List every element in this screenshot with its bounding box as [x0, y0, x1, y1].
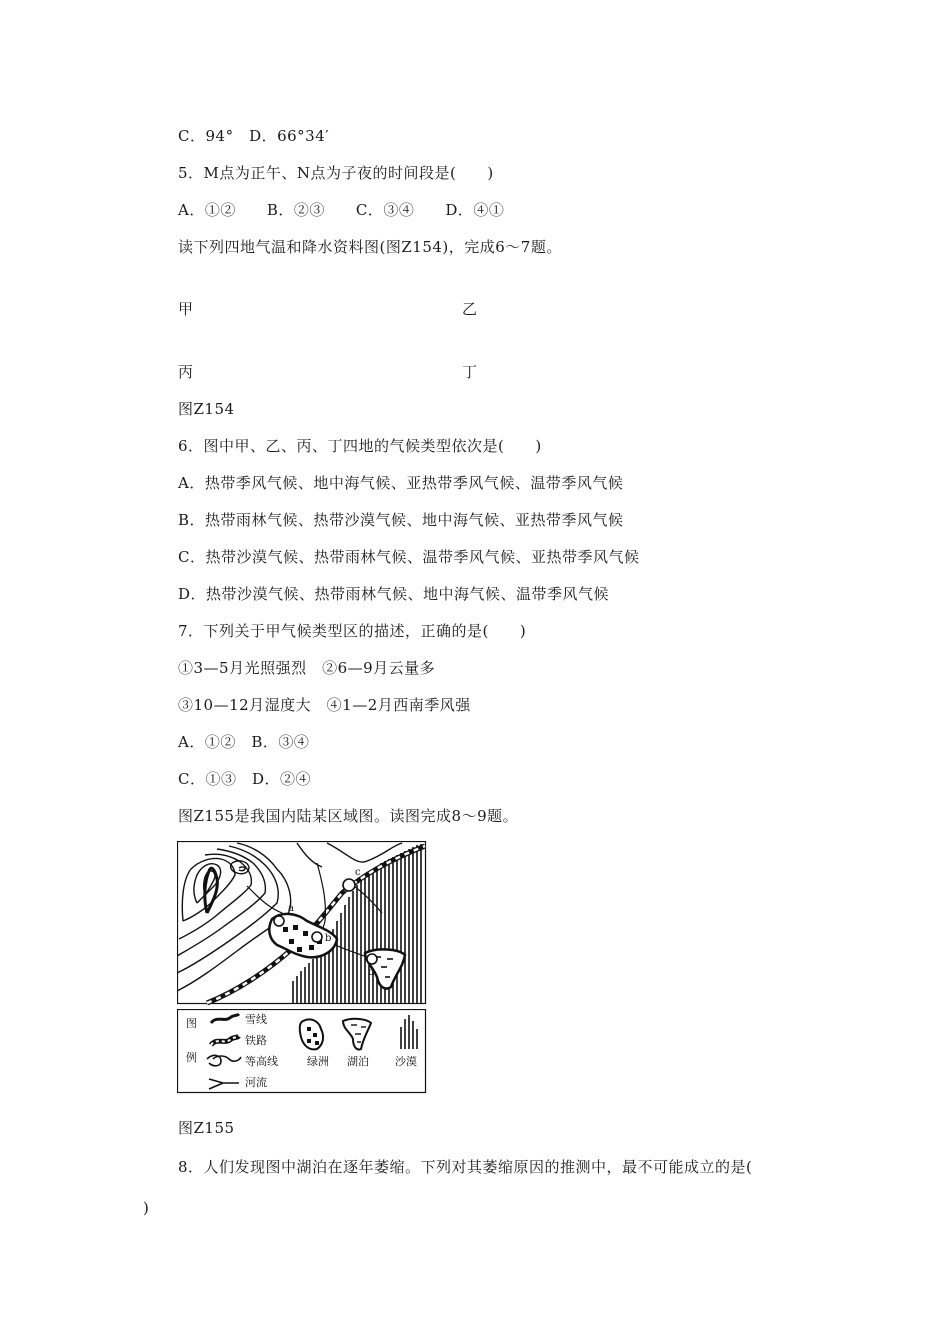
point-c-label: c	[355, 867, 361, 878]
legend-lake-label: 湖泊	[347, 1055, 369, 1068]
q6-option-d: D．热带沙漠气候、热带雨林气候、地中海气候、温带季风气候	[178, 585, 610, 603]
q7-statements-3-4: ③10—12月湿度大 ④1—2月西南季风强	[178, 696, 471, 714]
point-c-marker	[343, 879, 355, 891]
chart-label-jia: 甲	[178, 300, 194, 318]
point-d-marker	[367, 954, 377, 964]
q6-option-c: C．热带沙漠气候、热带雨林气候、温带季风气候、亚热带季风气候	[178, 548, 640, 566]
q7-options-cd: C．①③ D．②④	[178, 770, 312, 788]
question-8-paren: )	[143, 1199, 150, 1217]
legend-desert-label: 沙漠	[395, 1055, 417, 1068]
legend-box	[177, 1009, 427, 1094]
q5-options: A．①② B．②③ C．③④ D．④①	[178, 201, 505, 219]
figure-caption-z154: 图Z154	[178, 400, 235, 418]
q7-statements-1-2: ①3—5月光照强烈 ②6—9月云量多	[178, 659, 436, 677]
instruction-6-7: 读下列四地气温和降水资料图(图Z154)，完成6～7题。	[178, 238, 562, 256]
figure-caption-z155: 图Z155	[178, 1119, 235, 1137]
q6-option-a: A．热带季风气候、地中海气候、亚热带季风气候、温带季风气候	[178, 474, 624, 492]
q7-options-ab: A．①② B．③④	[178, 733, 310, 751]
question-6: 6．图中甲、乙、丙、丁四地的气候类型依次是( )	[178, 437, 542, 455]
legend-railway-label: 铁路	[245, 1034, 267, 1047]
legend-oasis-label: 绿洲	[307, 1055, 329, 1068]
legend-title-1: 图	[186, 1017, 197, 1030]
map-legend	[177, 1009, 427, 1094]
point-b-marker	[312, 932, 322, 942]
chart-label-yi: 乙	[462, 300, 478, 318]
chart-label-ding: 丁	[462, 363, 478, 381]
region-map	[177, 841, 427, 1006]
question-5: 5．M点为正午、N点为子夜的时间段是( )	[178, 164, 494, 182]
point-d-label: d	[368, 967, 375, 978]
question-8: 8．人们发现图中湖泊在逐年萎缩。下列对其萎缩原因的推测中，最不可能成立的是(	[178, 1158, 753, 1176]
text-line: C．94° D．66°34′	[178, 127, 330, 145]
point-a-label: a	[288, 903, 294, 914]
chart-label-bing: 丙	[178, 363, 194, 381]
point-a-marker	[274, 916, 284, 926]
legend-contour-label: 等高线	[245, 1055, 278, 1068]
legend-snowline-label: 雪线	[245, 1013, 267, 1026]
legend-river-label: 河流	[245, 1076, 267, 1089]
q6-option-b: B．热带雨林气候、热带沙漠气候、地中海气候、亚热带季风气候	[178, 511, 624, 529]
question-7: 7．下列关于甲气候类型区的描述，正确的是( )	[178, 622, 527, 640]
instruction-8-9: 图Z155是我国内陆某区域图。读图完成8～9题。	[178, 807, 519, 825]
region-map-figure	[177, 841, 427, 1006]
legend-title-2: 例	[186, 1051, 197, 1064]
point-b-label: b	[325, 933, 332, 944]
